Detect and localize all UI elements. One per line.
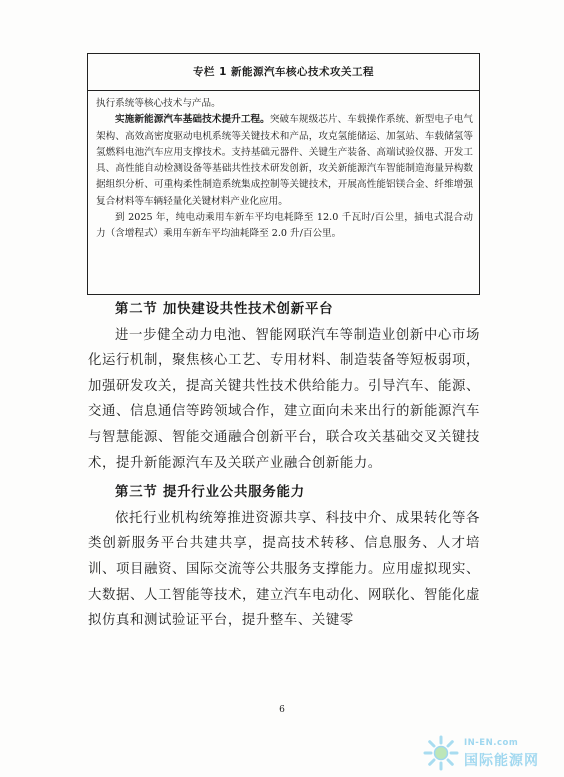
column-continued-line: 执行系统等核心技术与产品。 — [96, 98, 221, 109]
column-paragraph-2: 到 2025 年，纯电动乘用车新车平均电耗降至 12.0 千瓦时/百公里，插电式混合动力（含增程式）乘用车新车平均油耗降至 2.0 升/百公里。 — [96, 212, 473, 240]
section-2-paragraph: 进一步健全动力电池、智能网联汽车等制造业创新中心市场化运行机制，聚焦核心工艺、专用材料、制造装备等短板弱项，加强研发攻关，提高关键共性技术供给能力。引导汽车、能源、交通、信息通信等跨领域合作，建立面向未来出行的新能源汽车与智慧能源、智能交通融合创新平台，联合攻关基础交叉关键技术，提升新能源汽车及关联产业融合创新能力。 — [88, 327, 480, 471]
section-3-paragraph: 依托行业机构统筹推进资源共享、科技中介、成果转化等各类创新服务平台共建共享，提高技术转移、信息服务、人才培训、项目融资、国际交流等公共服务支撑能力。应用虚拟现实、大数据、人工智能等技术，建立汽车电动化、网联化、智能化虚拟仿真和测试验证平台，提升整车、关键零 — [88, 510, 480, 629]
page-number: 6 — [279, 705, 285, 715]
watermark — [421, 733, 556, 773]
column-paragraph-1-text: 突破车规级芯片、车载操作系统、新型电子电气架构、高效高密度驱动电机系统等关键技术和产品，攻克氢能储运、加氢站、车载储氢等氢燃料电池汽车应用支撑技术。支持基础元器件、关键生产装备、高端试验仪器、开发工具、高性能自动检测设备等基础共性技术研发创新，攻关新能源汽车智能制造海量异构数据组织分析、可重构柔性制造系统集成控制等关键技术，开展高性能铝镁合金、纤维增强复合材料等车辆轻量化关键材料产业化应用。 — [96, 114, 474, 207]
section-2-heading: 第二节 加快建设共性技术创新平台 — [115, 302, 334, 317]
column-paragraph-1-lead: 实施新能源汽车基础技术提升工程。 — [115, 114, 270, 126]
watermark-name: 国际能源网 — [464, 753, 539, 769]
column-box — [87, 53, 480, 295]
column-paragraph-1 — [96, 112, 473, 210]
main-body — [88, 297, 480, 634]
sunflower-logo-icon — [421, 733, 461, 773]
section-3-heading: 第三节 提升行业公共服务能力 — [115, 485, 305, 501]
watermark-domain: IN-EN.com — [464, 738, 519, 748]
column-box-title: 专栏 1 新能源汽车核心技术攻关工程 — [88, 54, 479, 91]
column-box-body — [96, 96, 473, 243]
